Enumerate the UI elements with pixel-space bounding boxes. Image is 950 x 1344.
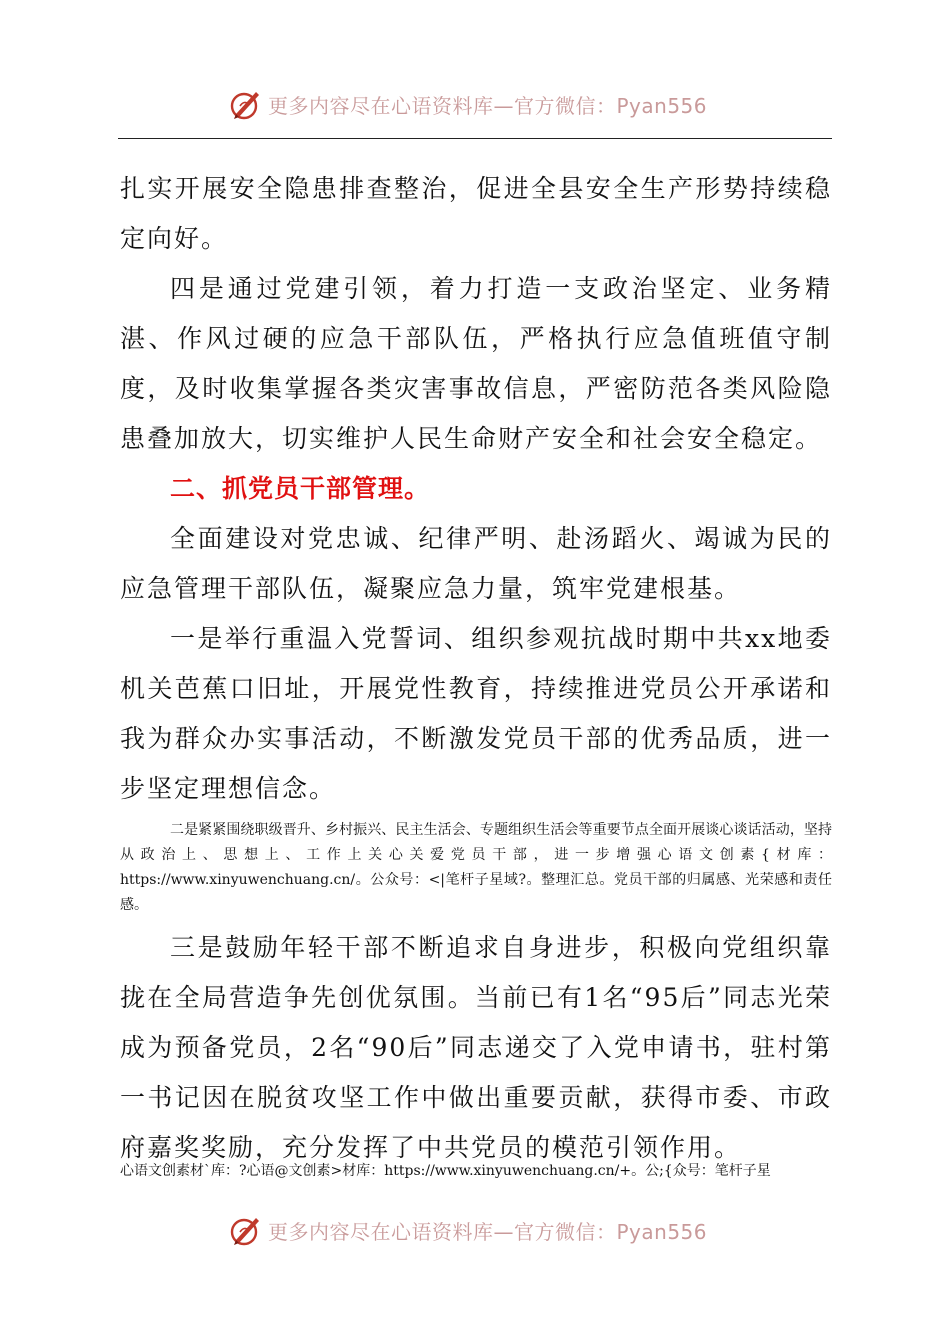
paragraph: 三是鼓励年轻干部不断追求自身进步，积极向党组织靠拢在全局营造争先创优氛围。当前已有1名“95后”同志光荣成为预备党员，2名“90后”同志递交了入党申请书，驻村第一书记因在脱贫攻坚工作中做出重要贡献，获得市委、市政府嘉奖奖励，充分发挥了中共党员的模范引领作用。 (120, 933, 832, 1162)
small-paragraph: 二是紧紧围绕职级晋升、乡村振兴、民主生活会、专题组织生活会等重要节点全面开展谈心谈话活动，坚持从政治上、思想上、工作上关心关爱党员干部，进一步增强心语文创素{材库：https://www.xinyuwenchuang.cn/。公众号：<|笔杆子星域?。整理汇总。党员干部的归属感、光荣感和责任感。 (120, 822, 832, 913)
header-banner (228, 84, 707, 124)
document-body (120, 164, 832, 1173)
paragraph: 一是举行重温入党誓词、组织参观抗战时期中共xx地委机关芭蕉口旧址，开展党性教育，持续推进党员公开承诺和我为群众办实事活动，不断激发党员干部的优秀品质，进一步坚定理想信念。 (120, 624, 832, 803)
footer-banner (228, 1210, 707, 1250)
section-heading: 二、抓党员干部管理。 (170, 474, 431, 503)
pen-logo-icon (228, 86, 264, 122)
watermark-footer-line: 心语文创素材`库：?心语@文创素>材库：https://www.xinyuwenchuang.cn/+。公;{众号：笔杆子星 (120, 1163, 771, 1179)
pen-logo-icon (228, 1212, 264, 1248)
header-divider (118, 138, 832, 139)
paragraph: 全面建设对党忠诚、纪律严明、赴汤蹈火、竭诚为民的应急管理干部队伍，凝聚应急力量，筑牢党建根基。 (120, 524, 832, 603)
banner-text: 更多内容尽在心语资料库—官方微信：Pyan556 (268, 1219, 708, 1244)
paragraph: 扎实开展安全隐患排查整治，促进全县安全生产形势持续稳定向好。 (120, 174, 832, 253)
banner-text: 更多内容尽在心语资料库—官方微信：Pyan556 (268, 93, 708, 118)
paragraph: 四是通过党建引领，着力打造一支政治坚定、业务精湛、作风过硬的应急干部队伍，严格执行应急值班值守制度，及时收集掌握各类灾害事故信息，严密防范各类风险隐患叠加放大，切实维护人民生命财产安全和社会安全稳定。 (120, 274, 832, 453)
